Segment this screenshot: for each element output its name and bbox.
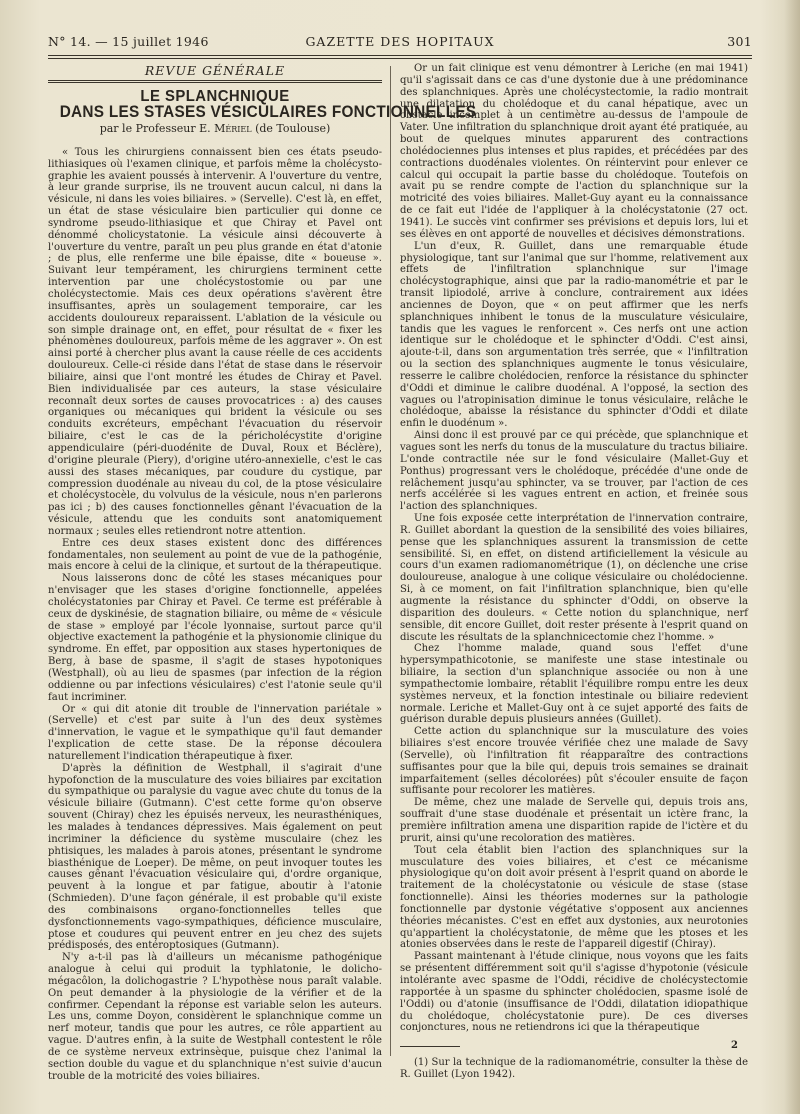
issue-date: N° 14. — 15 juillet 1946 (48, 34, 209, 49)
right-column (400, 63, 748, 1091)
paragraph: De même, chez une malade de Servelle qui, depuis trois ans, souffrait d'une stase duodénale et présentait un ictère franc, la première infiltration amena une disparition rapide de l'ictère et du prurit, ainsi qu'une recoloration des matières. (400, 797, 748, 844)
paragraph: N'y a-t-il pas là d'ailleurs un mécanisme pathogénique analogue à celui qui produit la typhlatonie, le dolicho-mégacôlon, la dolichogastrie ? L'hypothèse nous paraît valable. On peut demander à la physiologie de la vérifier et de la confirmer. Cependant la réponse est variable selon les auteurs. Les uns, comme Doyon, considèrent le splanchnique comme un nerf moteur, tandis que pour les autres, ce rôle appartient au vague. D'autres enfin, à la suite de Westphall contestent le rôle de ce système nerveux extrinsèque, puisque chez l'animal la section double du vague et du splanchnique n'est suivie d'aucun trouble de la motricité des voies biliaires. (48, 952, 382, 1082)
column-divider (390, 66, 391, 1056)
signature-mark: 2 (731, 1040, 738, 1051)
rubric-rule (48, 80, 382, 84)
byline (48, 123, 382, 135)
article-title-line1: LE SPLANCHNIQUE (140, 88, 290, 106)
page-edge-shadow (784, 0, 800, 1114)
section-rubric: REVUE GÉNÉRALE (144, 63, 286, 78)
page-number: 301 (727, 34, 752, 49)
paragraph: Cette action du splanchnique sur la musculature des voies biliaires s'est encore trouvée vérifiée chez une malade de Savy (Servelle), où l'infiltration fit réapparaître des contractions suffisantes pour que la bile qui, depuis trois semaines se drainait imparfaitement (selles décolorées) pût s'écouler ensuite de façon suffisante pour recolorer les matières. (400, 726, 748, 797)
paragraph: Or « qui dit atonie dit trouble de l'innervation pariétale » (Servelle) et c'est par suite à l'un des deux systèmes d'innervation, le vague et le sympathique qu'il faut demander l'explication de cette stase. De la réponse découlera naturellement l'indication thérapeutique à fixer. (48, 703, 382, 762)
journal-title: GAZETTE DES HOPITAUX (305, 34, 495, 49)
paragraph: Une fois exposée cette interprétation de l'innervation contraire, R. Guillet abordant la question de la sensibilité des voies biliaires, pense que les splanchniques assurent la transmission de cette sensibilité. Si, en effet, on distend artificiellement la vésicule au cours d'un examen radiomanométrique (1), on déclenche une crise douloureuse, analogue à une colique vésiculaire ou cholédocienne. Si, à ce moment, on fait l'infiltration splanchnique, bien qu'elle augmente la résistance du sphincter d'Oddi, on observe la disparition des douleurs. « Cette notion du splanchnique, nerf sensible, dit encore Guillet, doit rester présente à l'esprit quand on discute les résultats de la splanchnicectomie chez l'homme. » (400, 513, 748, 643)
paragraph: Chez l'homme malade, quand sous l'effet d'une hypersympathicotonie, se manifeste une stase intestinale ou biliaire, la section d'un splanchnique associée ou non à une sympathectomie lombaire, rétablit l'équilibre rompu entre les deux systèmes nerveux, et la fonction intestinale ou biliaire redevient normale. Leriche et Mallet-Guy ont à ce sujet apporté des faits de guérison durable depuis plusieurs années (Guillet). (400, 643, 748, 726)
paragraph: « Tous les chirurgiens connaissent bien ces états pseudo-lithiasiques où l'examen clinique, et parfois même la cholécysto-graphie les avaient poussés à intervenir. A l'ouverture du ventre, à leur grande surprise, ils ne trouvent aucun calcul, ni dans la vésicule, ni dans les voies biliaires. » (Servelle). C'est là, en effet, un état de stase vésiculaire bien particulier qui donne ce syndrome pseudo-lithiasique et que Chiray et Pavel ont dénommé cholicystatonie. La vésicule ainsi découverte à l'ouverture du ventre, paraît un peu plus grande en état d'atonie ; de plus, elle renferme une bile épaisse, dite « boueuse ». Suivant leur tempérament, les chirurgiens terminent cette intervention par une cholécystostomie ou par une cholécystectomie. Mais ces deux opérations s'avèrent être insuffisantes, après un soulagement temporaire, car les accidents douloureux reparaissent. L'ablation de la vésicule ou son simple drainage ont, en effet, pour résultat de « fixer les phénomènes douloureux, parfois même de les aggraver ». On est ainsi porté à chercher plus avant la cause réelle de ces accidents douloureux. Celle-ci réside dans l'état de stase dans le réservoir biliaire, ainsi que l'ont montré les études de Chiray et Pavel. Bien individualisée par ces auteurs, la stase vésiculaire reconnaît deux sortes de causes provocatrices : a) des causes organiques ou mécaniques qui brident la vésicule ou ses conduits excréteurs, empêchant l'évacuation du réservoir biliaire, c'est le cas de la péricholécystite d'origine appendiculaire (péri-duodénite de Duval, Roux et Béclère), d'origine pleurale (Piery), d'origine utéro-annexielle, c'est le cas aussi des stases mécaniques, par coudure du cystique, par compression duodénale au niveau du col, de la ptose vésiculaire et cholécystocèle, du volvulus de la vésicule, nous n'en parlerons pas ici ; b) des causes fonctionnelles gênant l'évacuation de la vésicule, attendu que les conduits sont anatomiquement normaux ; seules elles retiendront notre attention. (48, 146, 382, 537)
paragraph: Or un fait clinique est venu démontrer à Leriche (en mai 1941) qu'il s'agissait dans ce cas d'une dystonie due à une prédominance des splanchniques. Après une cholécystectomie, la radio montrait une dilatation du cholédoque et du canal hépatique, avec un obstacle incomplet à un centimètre au-dessus de l'ampoule de Vater. Une infiltration du splanchnique droit ayant été pratiquée, au bout de quelques minutes apparurent des contractions cholédociennes plus intenses et plus rapides, et précédées par des contractions duodénales violentes. On réintervint pour enlever ce calcul qui occupait la partie basse du cholédoque. Toutefois on avait pu se rendre compte de l'action du splanchnique sur la motricité des voies biliaires. Mallet-Guy ayant eu la connaissance de ce fait eut l'idée de l'appliquer à la cholécystatonie (27 oct. 1941). Le succès vint confirmer ses prévisions et depuis lors, lui et ses élèves en ont apporté de nouvelles et décisives démonstrations. (400, 63, 748, 240)
footnote-rule (400, 1046, 460, 1047)
paragraph: Tout cela établit bien l'action des splanchniques sur la musculature des voies biliaires, et c'est ce mécanisme physiologique qu'on doit avoir présent à l'esprit quand on aborde le traitement de la cholécystatonie ou vésicule de stase (stase fonctionnelle). Ainsi les théories modernes sur la pathologie fonctionnelle par dystonie végétative s'opposent aux anciennes théories mécanistes. C'est en effet aux dystonies, aux neurotonies qu'appartient la cholécystatonie, de même que les ptoses et les atonies observées dans le reste de l'appareil digestif (Chiray). (400, 844, 748, 951)
author-affiliation: (de Toulouse) (255, 122, 331, 136)
paragraph: L'un d'eux, R. Guillet, dans une remarquable étude physiologique, tant sur l'animal que sur l'homme, relativement aux effets de l'infiltration splanchnique sur l'image cholécystographique, ainsi que par la radio-manométrie et par le transit lipiodolé, arrive à conclure, contrairement aux idées anciennes de Doyon, que « on peut affirmer que les nerfs splanchniques inhibent le tonus de la musculature vésiculaire, tandis que les vagues le renforcent ». Ces nerfs ont une action identique sur le cholédoque et le sphincter d'Oddi. C'est ainsi, ajoute-t-il, dans son argumentation très serrée, que « l'infiltration ou la section des splanchniques augmente le tonus vésiculaire, resserre le calibre cholédocien, renforce la résistance du sphincter d'Oddi et diminue le calibre duodénal. A l'opposé, la section des vagues ou l'atropinisation diminue le tonus vésiculaire, relâche le cholédoque, abaisse la résistance du sphincter d'Oddi et dilate enfin le duodénum ». (400, 240, 748, 430)
left-column (48, 63, 477, 1083)
author-name: Mériel (214, 122, 252, 136)
paragraph: Passant maintenant à l'étude clinique, nous voyons que les faits se présentent différemment soit qu'il s'agisse d'hypotonie (vésicule intolérante avec spasme de l'Oddi, récidive de cholécystectomie rapportée à un spasme du sphincter cholédocien, spasme isolé de l'Oddi) ou d'atonie (insuffisance de l'Oddi, dilatation idiopathique du cholédoque, cholécystatonie pure). De ces diverses conjonctures, nous ne retiendrons ici que la thérapeutique (400, 951, 748, 1034)
paragraph: D'après la définition de Westphall, il s'agirait d'une hypofonction de la musculature des voies biliaires par excitation du sympathique ou paralysie du vague avec chute du tonus de la vésicule biliaire (Gutmann). C'est cette forme qu'on observe souvent (Chiray) chez les épuisés nerveux, les neurasthéniques, les malades à tendances dépressives. Mais également on peut incriminer la déficience du système musculaire (chez les phtisiques, les malades à parois atones, présentant le syndrome biasthénique de Loeper). De même, on peut invoquer toutes les causes gênant l'évacuation vésiculaire qui, d'ordre organique, peuvent à la longue et par fatigue, aboutir à l'atonie (Schmieden). D'une façon générale, il est probable qu'il existe des combinaisons organo-fonctionnelles telles que dysfonctionnements vago-sympathiques, déficience musculaire, ptose et coudures qui peuvent entrer en jeu chez des sujets prédisposés, des entéroptosiques (Gutmann). (48, 762, 382, 952)
paragraph: Nous laisserons donc de côté les stases mécaniques pour n'envisager que les stases d'origine fonctionnelle, appelées cholécystatonies par Chiray et Pavel. Ce terme est préférable à ceux de dyskinésie, de stagnation biliaire, ou même de « vésicule de stase » employé par l'école lyonnaise, surtout parce qu'il objective exactement la pathogénie et la physionomie clinique du syndrome. En effet, par opposition aux stases hypertoniques de Berg, à base de spasme, il s'agit de stases hypotoniques (Westphall), où au lieu de spasmes (par infection de la région oddienne ou par infections vésiculaires) c'est l'atonie seule qu'il faut incriminer. (48, 573, 382, 703)
paragraph: Ainsi donc il est prouvé par ce qui précède, que splanchnique et vagues sont les nerfs du tonus de la musculature du tractus biliaire. L'onde contractile née sur le fond vésiculaire (Mallet-Guy et Ponthus) progressant vers le cholédoque, précédée d'une onde de relâchement jusqu'au sphincter, va se trouver, par l'action de ces nerfs accélérée si les vagues entrent en action, et freinée sous l'action des splanchniques. (400, 430, 748, 513)
footnote: (1) Sur la technique de la radiomanométrie, consulter la thèse de R. Guillet (Lyon 1942). (400, 1057, 748, 1081)
article-title-line2: DANS LES STASES VÉSICULAIRES FONCTIONNELLES (59, 103, 477, 122)
paragraph: Entre ces deux stases existent donc des différences fondamentales, non seulement au point de vue de la pathogénie, mais encore à celui de la clinique, et surtout de la thérapeutique. (48, 537, 382, 573)
header-rule (48, 55, 752, 59)
running-head (48, 30, 752, 52)
byline-prefix: par le Professeur E. (99, 122, 211, 136)
